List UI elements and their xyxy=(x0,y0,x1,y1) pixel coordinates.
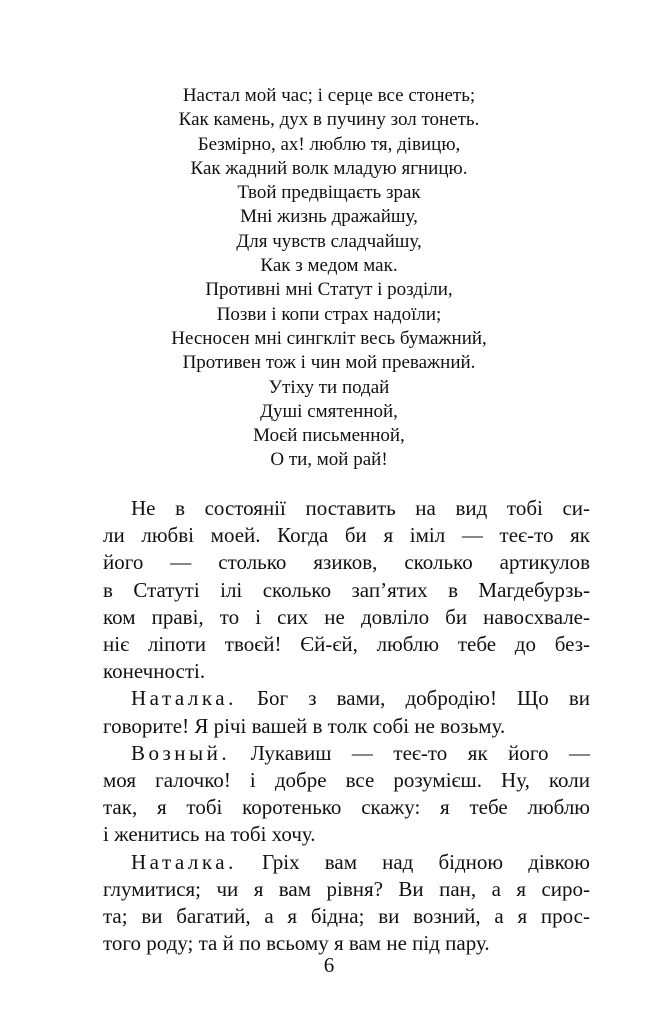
speech-text: Бог з вами, добродію! Що ви xyxy=(236,686,590,711)
text-line: і женитись на тобі хочу. xyxy=(103,822,316,847)
page-number: 6 xyxy=(323,953,335,977)
speech-text: Лукавиш — теє-то як його — xyxy=(230,740,590,765)
poem-line: Несносен мні сингкліт весь бумажний, xyxy=(171,327,487,349)
poem-line: Противен тож і чин мой преважний. xyxy=(182,352,476,374)
poem-line: Мні жизнь дражайшу, xyxy=(240,206,418,228)
text-line: так, я тобі коротенько скажу: я тебе люблю xyxy=(103,795,590,820)
text-line: моя галочко! і добре все розумієш. Ну, коли xyxy=(103,768,590,793)
poem-line: Настал мой час; і серце все стонеть; xyxy=(182,85,476,106)
speech-text: Гріх вам над бідною дівкою xyxy=(236,849,590,874)
text-line xyxy=(103,685,590,712)
poem-line: Твой предвіщаєть зрак xyxy=(237,182,421,204)
paragraph xyxy=(103,849,590,958)
poem-line: Безмірно, ах! люблю тя, дівицю, xyxy=(197,133,461,155)
poem-line: Как камень, дух в пучину зол тонеть. xyxy=(178,109,480,131)
poem-line: Моєй письменной, xyxy=(253,425,405,447)
poem-line: Утіху ти подай xyxy=(268,376,390,398)
poem-line: О ти, мой рай! xyxy=(270,449,388,471)
speaker-name: Наталка. xyxy=(131,686,237,711)
text-line: Не в состоянії поставить на вид тобі си- xyxy=(131,496,590,520)
text-line xyxy=(103,740,590,767)
text-line: глумитися; чи я вам рівня? Ви пан, а я сиро- xyxy=(103,876,590,901)
text-line: в Статуті ілі сколько зап’ятих в Магдебурзь- xyxy=(103,577,590,602)
text-line: говорите! Я річі вашей в толк собі не возьму. xyxy=(103,713,506,738)
speaker-name: Возный. xyxy=(131,740,231,765)
poem-line: Как жадний волк младую ягницю. xyxy=(190,157,468,179)
text-line: та; ви багатий, а я бідна; ви возний, а я прос- xyxy=(103,904,590,929)
text-line: ли любві моей. Когда би я іміл — теє-то як xyxy=(103,523,590,548)
text-line xyxy=(103,849,590,876)
text-line: ніє ліпоти твоєй! Єй-єй, люблю тебе до без- xyxy=(103,632,590,657)
poem-stanza xyxy=(0,84,658,473)
poem-line: Душі смятенной, xyxy=(260,400,398,422)
text-line: його — столько язиков, сколько артикулов xyxy=(103,550,590,575)
poem-line: Противні мні Статут і розділи, xyxy=(205,279,453,301)
poem-line: Как з медом мак. xyxy=(260,255,398,277)
text-line: конечності. xyxy=(103,659,206,684)
poem-line: Позви і копи страх надоїли; xyxy=(216,303,442,325)
text-line: ком праві, то і сих не довліло би навосхвале- xyxy=(103,604,590,629)
text-line: того роду; та й по всьому я вам не під пару. xyxy=(103,931,490,956)
speaker-name: Наталка. xyxy=(131,849,237,874)
paragraph xyxy=(103,495,590,685)
poem-line: Для чувств сладчайшу, xyxy=(236,230,422,252)
prose-body xyxy=(103,495,590,957)
paragraph xyxy=(103,685,590,739)
paragraph xyxy=(103,740,590,849)
